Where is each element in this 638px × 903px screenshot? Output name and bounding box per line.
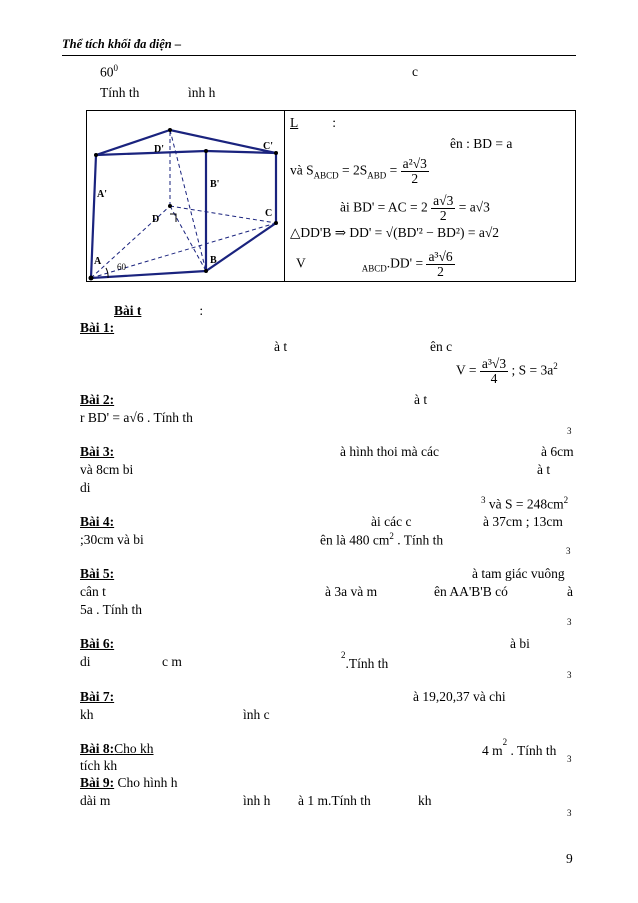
exercise-8-frag-b: 4 $m^2$ . Tính th (482, 737, 557, 758)
exercise-2-sup: 3 (567, 426, 572, 436)
exercise-8-sup: 3 (567, 754, 572, 764)
exercise-5-frag-f: 5a . Tính th (80, 602, 142, 617)
exercise-4-sup: 3 (566, 546, 571, 556)
intro-c-fragment: c (412, 64, 418, 79)
vertex-label-C1: C' (263, 141, 273, 152)
vertex-label-A1: A' (97, 189, 107, 200)
exercise-5-frag-d: ên AA'B'B có (434, 584, 508, 599)
exercise-9-frag-b: ình h (243, 793, 271, 808)
exercise-9-frag-c: à 1 m.Tính th (298, 793, 371, 808)
exercise-9-line1: Bài 9: Cho hình h (80, 775, 178, 790)
solution-line5: V $_{ABCD}$.DD' = $\frac{\text{a³√6}}{2}$ (296, 249, 453, 279)
solution-line2: và $S_{ABCD} = 2S_{ABD}$ = $\frac{\text{a²√3}}{2}$ (290, 156, 427, 186)
exercise-3-frag-c: và 8cm bi (80, 462, 134, 477)
exercise-4-label: Bài 4: (80, 514, 115, 529)
vertex-label-D1: D' (154, 144, 164, 155)
exercise-6-sup: 3 (567, 670, 572, 680)
vertex-label-B: B (210, 255, 217, 266)
exercise-3-frag-e: di (80, 480, 91, 495)
exercise-1-frag-a: à t (274, 339, 288, 354)
angle-label: 60 (117, 262, 126, 272)
vertex-label-A: A (94, 256, 102, 267)
header-rule (62, 55, 576, 56)
exercise-4-frag-c: ;30cm và bi (80, 532, 144, 547)
exercise-6-label: Bài 6: (80, 636, 115, 651)
exercises-heading: Bài t : (114, 303, 204, 318)
solution-line3: ài BD' = AC = 2 $\frac{a√3}{2}$ = a√3 (340, 193, 490, 223)
exercise-1-answer: V = $\frac{\text{a³√3}}{4}$ ; $S = 3a^2$ (456, 356, 558, 386)
intro-line2b: ình h (188, 85, 216, 100)
exercise-7-frag-c: ình c (243, 707, 270, 722)
exercise-6-frag-d: $^2$.Tính th (341, 650, 389, 671)
exercise-2-line2: r BD' = a√6 . Tính th (80, 410, 193, 425)
exercise-4-frag-b: à 37cm ; 13cm (483, 514, 563, 529)
exercise-1-frag-b: ên c (430, 339, 453, 354)
exercise-9-frag-a: dài m (80, 793, 111, 808)
exercise-8-line2: tích kh (80, 758, 118, 773)
exercise-2-label: Bài 2: (80, 392, 115, 407)
exercise-6-frag-b: di (80, 654, 91, 669)
prism-solid-edges (91, 130, 276, 278)
page-number: 9 (566, 851, 573, 866)
vertex-label-B1: B' (210, 179, 220, 190)
exercise-2-frag-a: à t (414, 392, 428, 407)
vertex-label-D: D (152, 214, 160, 225)
vertex-label-C: C (265, 208, 273, 219)
example-box-divider (284, 110, 285, 282)
exercise-3-frag-b: à 6cm (541, 444, 574, 459)
prism-figure (86, 110, 284, 282)
exercise-5-sup: 3 (567, 617, 572, 627)
solution-title: L : (290, 115, 337, 130)
exercise-7-frag-b: kh (80, 707, 94, 722)
exercise-4-frag-a: ài các c (371, 514, 412, 529)
exercise-3-frag-a: à hình thoi mà các (340, 444, 439, 459)
solution-line4: △DD'B ⇒ DD' = √(BD'² − BD²) = a√2 (290, 225, 499, 240)
exercise-5-frag-a: à tam giác vuông (472, 566, 565, 581)
exercise-3-label: Bài 3: (80, 444, 115, 459)
exercise-5-label: Bài 5: (80, 566, 115, 581)
exercise-3-answer: $^3$ và $S = 248cm^2$ (481, 495, 569, 512)
exercise-3-frag-d: à t (537, 462, 551, 477)
exercise-5-frag-b: cân t (80, 584, 106, 599)
exercise-5-frag-e: à (567, 584, 573, 599)
exercise-6-frag-a: à bi (510, 636, 530, 651)
exercise-9-frag-d: kh (418, 793, 432, 808)
exercise-9-sup: 3 (567, 808, 572, 818)
intro-angle: $60^0$ (100, 63, 118, 80)
exercise-7-frag-a: à 19,20,37 và chi (413, 689, 506, 704)
intro-line2a: Tính th (100, 85, 140, 100)
header-title: Thể tích khối đa diện – (62, 37, 182, 51)
exercise-7-label: Bài 7: (80, 689, 115, 704)
exercise-4-frag-d: ên là 480 $cm^2$ . Tính th (320, 531, 444, 548)
exercise-1-label: Bài 1: (80, 320, 115, 335)
exercise-6-frag-c: c m (162, 654, 182, 669)
exercise-5-frag-c: à 3a và m (325, 584, 378, 599)
solution-line1: ên : BD = a (450, 136, 513, 151)
exercise-8-line1: Bài 8:Cho kh (80, 741, 154, 756)
